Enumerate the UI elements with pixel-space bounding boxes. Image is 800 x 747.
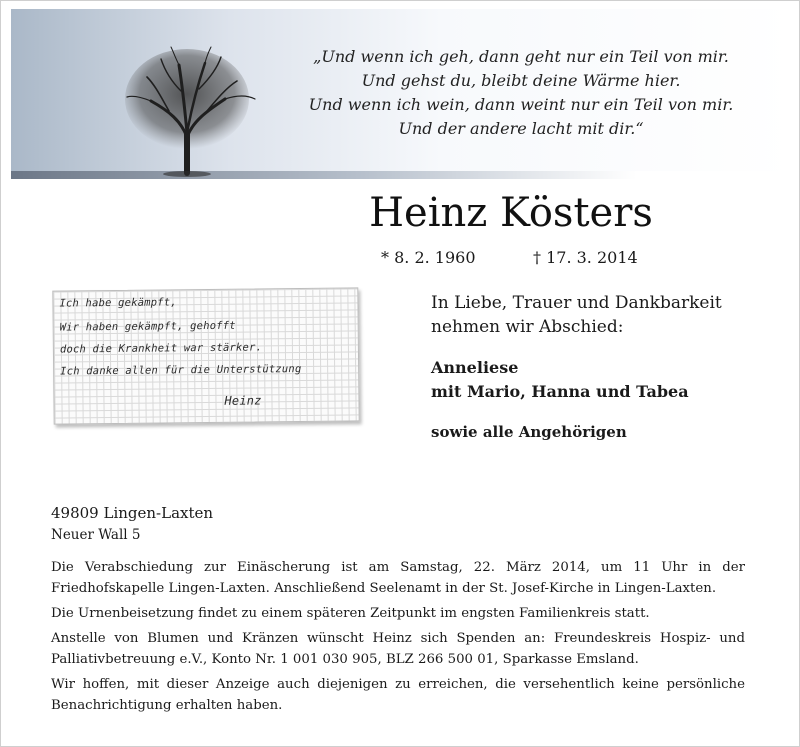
- poem-quote: [271, 45, 771, 141]
- deceased-name: Heinz Kösters: [369, 190, 653, 236]
- paragraph: Die Urnenbeisetzung findet zu einem späteren Zeitpunkt im engsten Familienkreis statt.: [51, 606, 650, 621]
- handwritten-note: [52, 287, 359, 424]
- note-line: Wir haben gekämpft, gehofft: [59, 319, 236, 334]
- address-city: 49809 Lingen-Laxten: [51, 504, 214, 522]
- service-details: [51, 557, 745, 720]
- note-line: Ich habe gekämpft,: [59, 296, 177, 310]
- poem-line: Und wenn ich wein, dann weint nur ein Teil von mir.: [308, 95, 734, 114]
- mourner-line: Anneliese: [431, 358, 519, 377]
- relatives-line: sowie alle Angehörigen: [431, 423, 627, 441]
- death-date: † 17. 3. 2014: [533, 248, 638, 267]
- birth-date: * 8. 2. 1960: [381, 248, 476, 267]
- farewell-text: [431, 291, 771, 339]
- mourners-list: [431, 356, 771, 404]
- note-line: Ich danke allen für die Unterstützung: [60, 363, 302, 378]
- paragraph: Die Verabschiedung zur Einäscherung ist am Samstag, 22. März 2014, um 11 Uhr in der Friedhofskapelle Lingen-Laxten. Anschließend Seelenamt in der St. Josef-Kirche in Lingen-Laxten.: [51, 560, 745, 596]
- farewell-line: In Liebe, Trauer und Dankbarkeit: [431, 293, 722, 313]
- mourner-line: mit Mario, Hanna und Tabea: [431, 382, 689, 401]
- farewell-line: nehmen wir Abschied:: [431, 317, 624, 337]
- tree-icon: [121, 41, 261, 179]
- poem-line: Und der andere lacht mit dir.“: [398, 119, 644, 138]
- paragraph: Wir hoffen, mit dieser Anzeige auch diejenigen zu erreichen, die versehentlich keine persönliche Benachrichtigung erhalten haben.: [51, 677, 745, 713]
- note-line: doch die Krankheit war stärker.: [59, 341, 263, 356]
- note-signature: Heinz: [224, 393, 262, 408]
- address-street: Neuer Wall 5: [51, 527, 141, 543]
- paragraph: Anstelle von Blumen und Kränzen wünscht Heinz sich Spenden an: Freundeskreis Hospiz- und Palliativbetreuung e.V., Konto Nr. 1 001 030 905, BLZ 266 500 01, Sparkasse Emsland.: [51, 631, 745, 667]
- poem-line: Und gehst du, bleibt deine Wärme hier.: [361, 71, 681, 90]
- poem-line: „Und wenn ich geh, dann geht nur ein Teil von mir.: [313, 47, 729, 66]
- family-address: [51, 501, 351, 545]
